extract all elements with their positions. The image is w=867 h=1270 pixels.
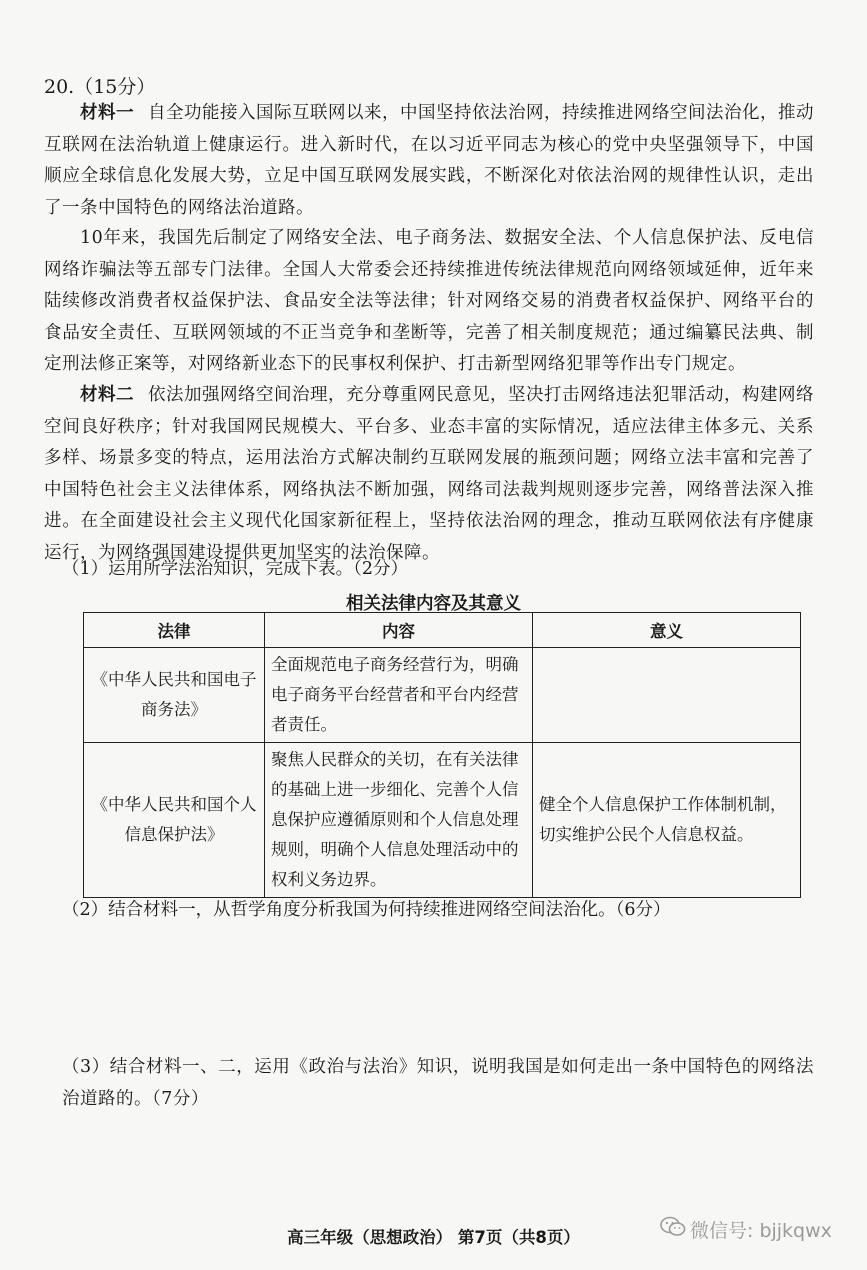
page-footer: 高三年级（思想政治） 第7页（共8页） bbox=[287, 1228, 580, 1247]
table-header-row bbox=[84, 613, 801, 648]
header-meaning: 意义 bbox=[533, 613, 801, 648]
watermark-text: 微信号: bjjkqwx bbox=[690, 1220, 832, 1242]
wechat-icon bbox=[660, 1216, 690, 1243]
header-law: 法律 bbox=[84, 613, 265, 648]
table-row bbox=[84, 743, 801, 898]
content-cell: 全面规范电子商务经营行为，明确电子商务平台经营者和平台内经营者责任。 bbox=[265, 648, 533, 743]
sub-question-3: （3）结合材料一、二，运用《政治与法治》知识，说明我国是如何走出一条中国特色的网络法治道路的。（7分） bbox=[62, 1057, 814, 1109]
table-title: 相关法律内容及其意义 bbox=[346, 594, 521, 614]
question-number: 20.（15分） bbox=[44, 76, 156, 98]
material-2-text: 依法加强网络空间治理，充分尊重网民意见，坚决打击网络违法犯罪活动，构建网络空间良好秩序；针对我国网民规模大、平台多、业态丰富的实际情况，适应法律主体多元、关系多样、场景多变的特点，运用法治方式解决制约互联网发展的瓶颈问题；网络立法丰富和完善了中国特色社会主义法律体系，网络执法不断加强，网络司法裁判规则逐步完善，网络普法深入推进。在全面建设社会主义现代化国家新征程上，坚持依法治网的理念，推动互联网依法有序健康运行，为网络强国建设提供更加坚实的法治保障。 bbox=[44, 385, 814, 563]
meaning-cell-blank[interactable] bbox=[533, 648, 801, 743]
header-content: 内容 bbox=[265, 613, 533, 648]
material-2-paragraph bbox=[44, 380, 814, 570]
meaning-cell: 健全个人信息保护工作体制机制，切实维护公民个人信息权益。 bbox=[533, 743, 801, 898]
material-1-paragraph-2 bbox=[44, 223, 814, 381]
watermark bbox=[660, 1216, 832, 1243]
material-1-text-1: 自全功能接入国际互联网以来，中国坚持依法治网，持续推进网络空间法治化，推动互联网在法治轨道上健康运行。进入新时代，在以习近平同志为核心的党中央坚强领导下，中国顺应全球信息化发展大势，立足中国互联网发展实践，不断深化对依法治网的规律性认识，走出了一条中国特色的网络法治道路。 bbox=[44, 103, 814, 218]
law-cell: 《中华人民共和国个人信息保护法》 bbox=[84, 743, 265, 898]
material-1-paragraph-1 bbox=[44, 98, 814, 224]
law-cell: 《中华人民共和国电子商务法》 bbox=[84, 648, 265, 743]
material-2-label: 材料二 bbox=[80, 385, 134, 405]
material-1-label: 材料一 bbox=[80, 103, 134, 123]
material-1-text-2: 10年来，我国先后制定了网络安全法、电子商务法、数据安全法、个人信息保护法、反电信网络诈骗法等五部专门法律。全国人大常委会还持续推进传统法律规范向网络领域延伸，近年来陆续修改消费者权益保护法、食品安全法等法律；针对网络交易的消费者权益保护、网络平台的食品安全责任、互联网领域的不正当竞争和垄断等，完善了相关制度规范；通过编纂民法典、制定刑法修正案等，对网络新业态下的民事权利保护、打击新型网络犯罪等作出专门规定。 bbox=[44, 228, 814, 375]
sub-question-1: （1）运用所学法治知识，完成下表。（2分） bbox=[62, 559, 409, 579]
law-table bbox=[83, 612, 801, 898]
sub-question-2: （2）结合材料一，从哲学角度分析我国为何持续推进网络空间法治化。（6分） bbox=[62, 900, 671, 920]
content-cell: 聚焦人民群众的关切，在有关法律的基础上进一步细化、完善个人信息保护应遵循原则和个人信息处理规则，明确个人信息处理活动中的权利义务边界。 bbox=[265, 743, 533, 898]
table-row bbox=[84, 648, 801, 743]
